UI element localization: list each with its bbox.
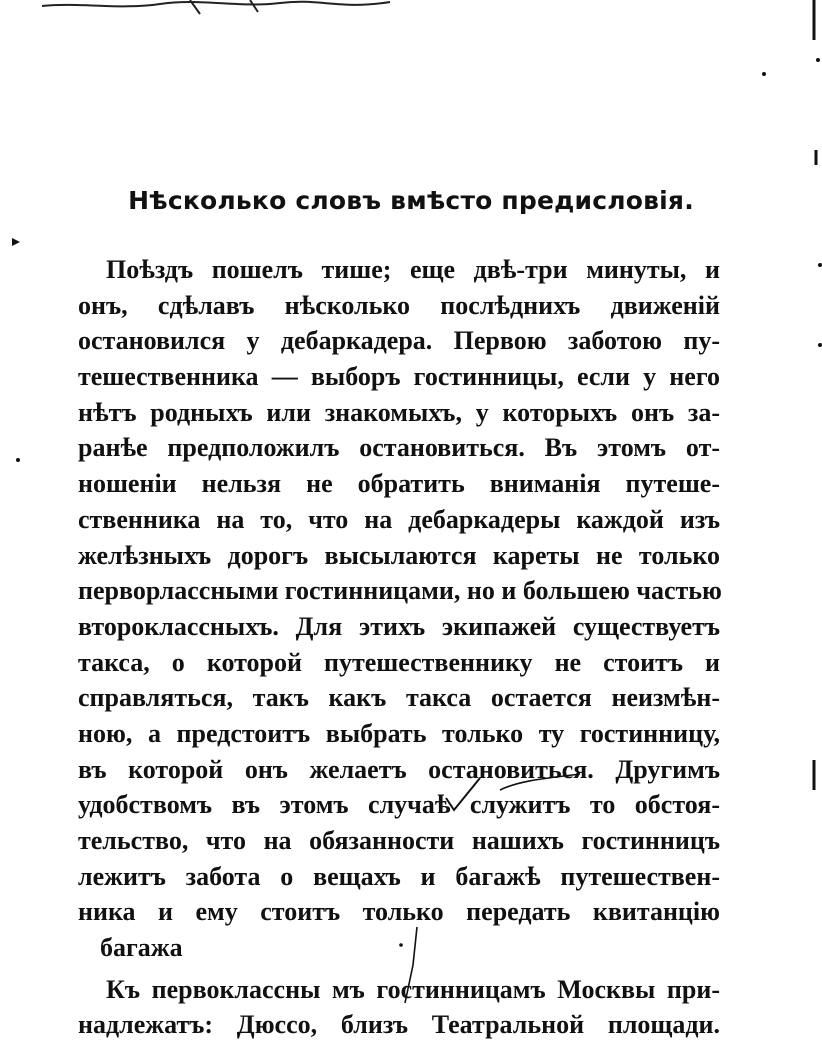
text-line: остановился у дебаркадера. Первою заботою пу- bbox=[78, 326, 720, 356]
text-line: перворлассными гостинницами, но и большею частью bbox=[78, 576, 722, 606]
handwritten-scribble bbox=[40, 0, 400, 20]
text-line: тешественника — выборъ гостинницы, если у него bbox=[78, 362, 720, 392]
text-line: такса, о которой путешественнику не стоитъ и bbox=[78, 647, 720, 677]
margin-dot bbox=[760, 70, 768, 78]
text-line: ственника на то, что на дебаркадеры каждой изъ bbox=[78, 504, 720, 534]
margin-dot bbox=[14, 456, 22, 464]
page-edge-marks bbox=[792, 0, 822, 1040]
text-line: ранѣе предположилъ остановиться. Въ этомъ от- bbox=[78, 433, 720, 463]
text-line: справляться, такъ какъ такса остается неизмѣн- bbox=[78, 683, 720, 713]
text-line: удобствомъ въ этомъ случаѣ служитъ то обстоя- bbox=[78, 790, 720, 820]
text-line: второклассныхъ. Для этихъ экипажей существуетъ bbox=[78, 611, 720, 641]
text-line: Поѣздъ пошелъ тише; еще двѣ-три минуты, и bbox=[106, 255, 720, 284]
text-line: лежитъ забота о вещахъ и багажѣ путешествен- bbox=[78, 861, 720, 891]
text-line: багажа bbox=[100, 933, 183, 963]
text-line: ною, а предстоитъ выбрать только ту гостинницу, bbox=[78, 718, 720, 748]
text-line: ношеніи нельзя не обратить вниманія путеше- bbox=[78, 469, 720, 499]
text-line: надлежатъ: Дюссо, близъ Театральной площади. bbox=[78, 1010, 720, 1040]
page-heading: Нѣсколько словъ вмѣсто предисловія. bbox=[128, 186, 694, 215]
text-line: Къ первоклассны мъ гостинницамъ Москвы при- bbox=[106, 974, 720, 1004]
text-line: нѣтъ родныхъ или знакомыхъ, у которыхъ онъ за- bbox=[78, 397, 720, 427]
margin-mark bbox=[10, 236, 22, 248]
text-line: ника и ему стоитъ только передать квитанцію bbox=[78, 897, 720, 927]
body-text bbox=[78, 252, 720, 1043]
text-line: желѣзныхъ дорогъ высылаются кареты не только bbox=[78, 540, 720, 570]
text-line: онъ, сдѣлавъ нѣсколько послѣднихъ движеній bbox=[78, 290, 720, 320]
text-line: тельство, что на обязанности нашихъ гостинницъ bbox=[78, 826, 720, 855]
text-line: въ которой онъ желаетъ остановиться. Другимъ bbox=[78, 754, 720, 784]
